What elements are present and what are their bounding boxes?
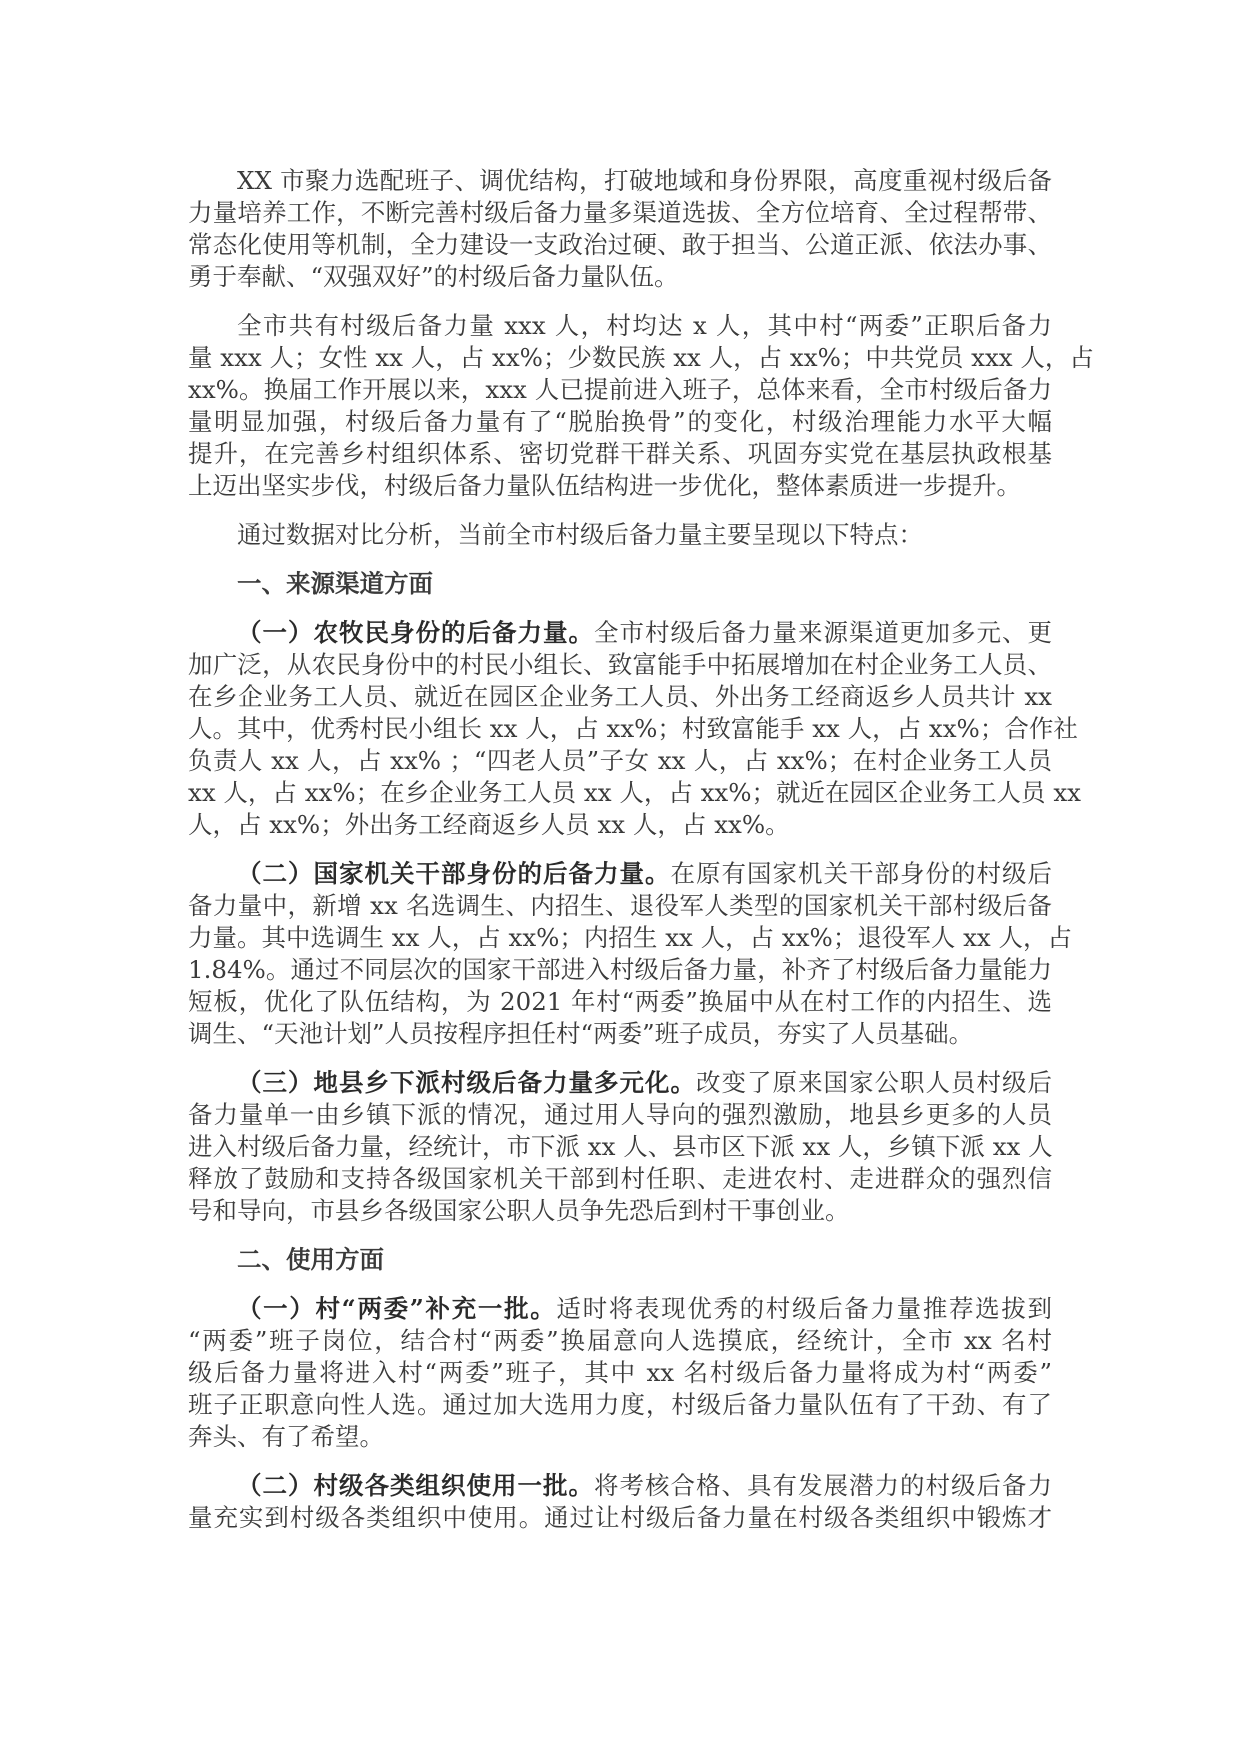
line-text: 人，占 xx%；外出务工经商返乡人员 xx 人，占 xx%。 — [188, 810, 790, 839]
text-line — [188, 1018, 1052, 1050]
line-text: 通过数据对比分析，当前全市村级后备力量主要呈现以下特点： — [237, 520, 923, 549]
text-line — [188, 1244, 1052, 1276]
text-line — [188, 197, 1052, 229]
text-line — [188, 1502, 1052, 1534]
text-line — [188, 229, 1052, 261]
text-line — [188, 438, 1052, 470]
line-text: 全市村级后备力量来源渠道更加多元、更 — [594, 618, 1052, 647]
line-text: XX 市聚力选配班子、调优结构，打破地域和身份界限，高度重视村级后备 — [237, 166, 1052, 195]
text-line — [188, 649, 1052, 681]
text-line — [188, 310, 1052, 342]
text-line — [188, 777, 1081, 809]
paragraph — [188, 1470, 1052, 1534]
line-text: 一、来源渠道方面 — [237, 569, 433, 598]
line-text: 力量。其中选调生 xx 人，占 xx%；内招生 xx 人，占 xx%；退役军人 xx 人，占 — [188, 923, 1073, 952]
text-line — [188, 1293, 1052, 1325]
line-text: 适时将表现优秀的村级后备力量推荐选拔到 — [556, 1294, 1053, 1323]
line-text: 级后备力量将进入村“两委”班子，其中 xx 名村级后备力量将成为村“两委” — [188, 1358, 1052, 1387]
line-text: 二、使用方面 — [237, 1245, 384, 1274]
text-line — [188, 1470, 1052, 1502]
line-text: xx%。换届工作开展以来，xxx 人已提前进入班子，总体来看，全市村级后备力 — [188, 375, 1052, 404]
text-line — [188, 1195, 1052, 1227]
section-heading — [188, 1244, 1052, 1276]
line-text: 全市共有村级后备力量 xxx 人，村均达 x 人，其中村“两委”正职后备力 — [237, 311, 1052, 340]
line-text: 常态化使用等机制，全力建设一支政治过硬、敢于担当、公道正派、依法办事、 — [188, 230, 1052, 259]
line-text: xx 人，占 xx%；在乡企业务工人员 xx 人，占 xx%；就近在园区企业务工人员 xx — [188, 778, 1081, 807]
subsection-title: （二）国家机关干部身份的后备力量。 — [237, 859, 671, 888]
paragraph — [188, 1293, 1052, 1453]
line-text: 短板，优化了队伍结构，为 2021 年村“两委”换届中从在村工作的内招生、选 — [188, 987, 1052, 1016]
text-line — [188, 470, 1052, 502]
paragraph — [188, 858, 1073, 1050]
text-line — [188, 1099, 1052, 1131]
text-line — [188, 922, 1073, 954]
line-text: 备力量单一由乡镇下派的情况，通过用人导向的强烈激励，地县乡更多的人员 — [188, 1100, 1052, 1129]
paragraph — [188, 310, 1094, 502]
text-line — [188, 165, 1052, 197]
line-text: 负责人 xx 人，占 xx% ；“四老人员”子女 xx 人，占 xx%；在村企业务工人员 — [188, 746, 1052, 775]
line-text: 力量培养工作，不断完善村级后备力量多渠道选拔、全方位培育、全过程帮带、 — [188, 198, 1052, 227]
line-text: 号和导向，市县乡各级国家公职人员争先恐后到村干事创业。 — [188, 1196, 850, 1225]
line-text: 释放了鼓励和支持各级国家机关干部到村任职、走进农村、走进群众的强烈信 — [188, 1164, 1052, 1193]
line-text: 班子正职意向性人选。通过加大选用力度，村级后备力量队伍有了干劲、有了 — [188, 1390, 1052, 1419]
text-line — [188, 342, 1094, 374]
line-text: 提升，在完善乡村组织体系、密切党群干群关系、巩固夯实党在基层执政根基 — [188, 439, 1052, 468]
paragraph — [188, 165, 1052, 293]
line-text: 将考核合格、具有发展潜力的村级后备力 — [594, 1471, 1052, 1500]
text-line — [188, 809, 1052, 841]
text-line — [188, 617, 1052, 649]
paragraph — [188, 519, 1052, 551]
text-line — [188, 1421, 1052, 1453]
text-line — [188, 858, 1052, 890]
subsection-title: （二）村级各类组织使用一批。 — [237, 1471, 594, 1500]
line-text: 备力量中，新增 xx 名选调生、内招生、退役军人类型的国家机关干部村级后备 — [188, 891, 1052, 920]
line-text: 在乡企业务工人员、就近在园区企业务工人员、外出务工经商返乡人员共计 xx — [188, 682, 1052, 711]
paragraph — [188, 617, 1081, 841]
text-line — [188, 681, 1052, 713]
text-line — [188, 986, 1052, 1018]
line-text: 调生、“天池计划”人员按程序担任村“两委”班子成员，夯实了人员基础。 — [188, 1019, 974, 1048]
text-line — [188, 1325, 1052, 1357]
text-line — [188, 406, 1052, 438]
line-text: 量明显加强，村级后备力量有了“脱胎换骨”的变化，村级治理能力水平大幅 — [188, 407, 1052, 436]
text-line — [188, 1357, 1052, 1389]
paragraph — [188, 1067, 1052, 1227]
subsection-title: （一）农牧民身份的后备力量。 — [237, 618, 594, 647]
line-text: 勇于奉献、“双强双好”的村级后备力量队伍。 — [188, 262, 679, 291]
text-line — [188, 1389, 1052, 1421]
text-line — [188, 519, 1052, 551]
line-text: 量 xxx 人；女性 xx 人，占 xx%；少数民族 xx 人，占 xx%；中共党员 xxx 人，占 — [188, 343, 1094, 372]
line-text: 奔头、有了希望。 — [188, 1422, 384, 1451]
line-text: “两委”班子岗位，结合村“两委”换届意向人选摸底，经统计，全市 xx 名村 — [188, 1326, 1052, 1355]
line-text: 上迈出坚实步伐，村级后备力量队伍结构进一步优化，整体素质进一步提升。 — [188, 471, 1021, 500]
line-text: 进入村级后备力量，经统计，市下派 xx 人、县市区下派 xx 人，乡镇下派 xx 人 — [188, 1132, 1053, 1161]
text-line — [188, 1131, 1052, 1163]
subsection-title: （三）地县乡下派村级后备力量多元化。 — [237, 1068, 696, 1097]
section-heading — [188, 568, 1052, 600]
text-line — [188, 890, 1052, 922]
line-text: 改变了原来国家公职人员村级后 — [696, 1068, 1052, 1097]
line-text: 量充实到村级各类组织中使用。通过让村级后备力量在村级各类组织中锻炼才 — [188, 1503, 1052, 1532]
text-line — [188, 954, 1052, 986]
line-text: 在原有国家机关干部身份的村级后 — [670, 859, 1052, 888]
document-page — [188, 165, 1094, 1551]
text-line — [188, 713, 1078, 745]
line-text: 加广泛，从农民身份中的村民小组长、致富能手中拓展增加在村企业务工人员、 — [188, 650, 1052, 679]
line-text: 1.84%。通过不同层次的国家干部进入村级后备力量，补齐了村级后备力量能力 — [188, 955, 1052, 984]
text-line — [188, 1163, 1052, 1195]
text-line — [188, 1067, 1052, 1099]
text-line — [188, 568, 1052, 600]
text-line — [188, 261, 1052, 293]
text-line — [188, 745, 1052, 777]
subsection-title: （一）村“两委”补充一批。 — [237, 1294, 557, 1323]
text-line — [188, 374, 1052, 406]
line-text: 人。其中，优秀村民小组长 xx 人，占 xx%；村致富能手 xx 人，占 xx%；合作社 — [188, 714, 1078, 743]
